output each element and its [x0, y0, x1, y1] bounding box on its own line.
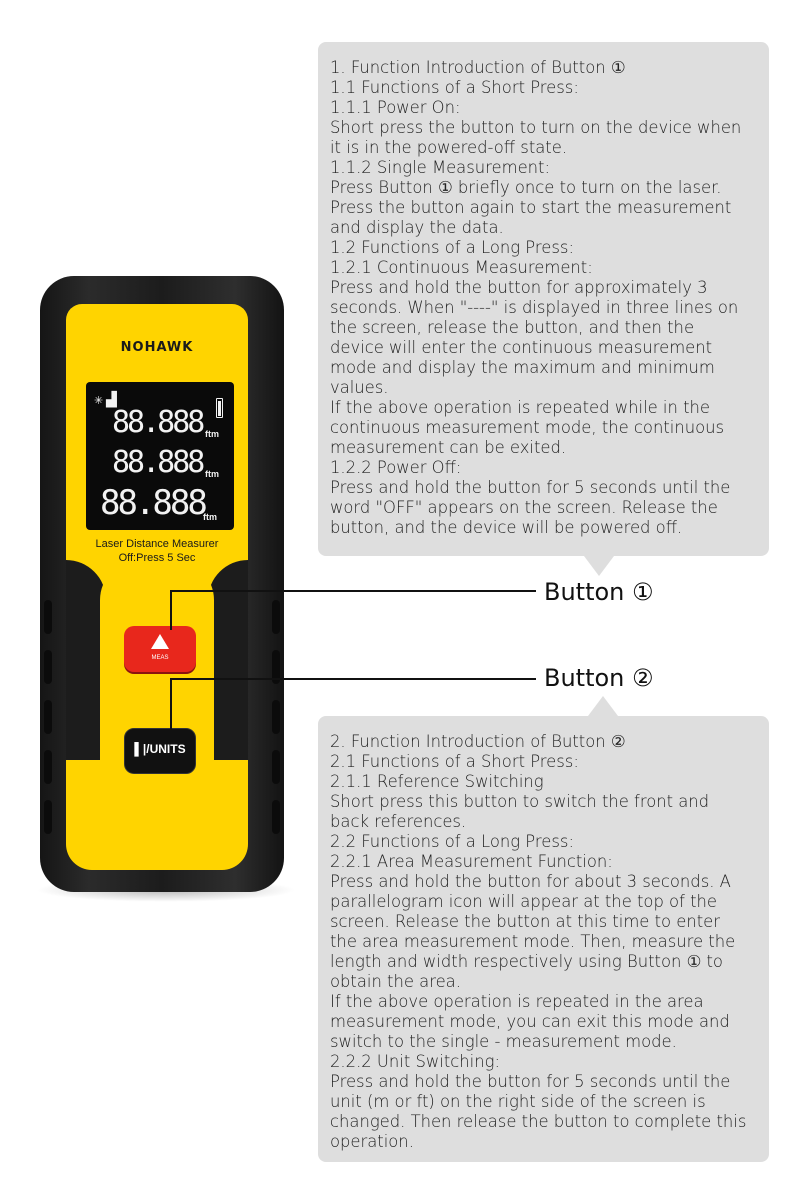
- grip-right-3: [272, 700, 280, 734]
- callout-line-2-horizontal: [170, 678, 536, 680]
- callout-line-2-vertical: [170, 678, 172, 740]
- panel2-line: Press and hold the button for 5 seconds until the: [330, 1072, 731, 1091]
- grip-right-4: [272, 750, 280, 784]
- grip-left-4: [44, 750, 52, 784]
- panel2-line: 2.2 Functions of a Long Press:: [330, 832, 574, 851]
- device-label-line-1: Laser Distance Measurer: [95, 538, 219, 550]
- panel2-line: operation.: [330, 1132, 414, 1151]
- callout-line-1-vertical: [170, 590, 172, 630]
- panel1-line: the screen, release the button, and then the: [330, 318, 695, 337]
- display-line-1: 88.888: [112, 405, 203, 440]
- panel2-line: back references.: [330, 812, 467, 831]
- callout-line-1-horizontal: [170, 590, 536, 592]
- grip-right-1: [272, 600, 280, 634]
- panel1-line: device will enter the continuous measurement: [330, 338, 713, 357]
- battery-icon: [216, 398, 223, 418]
- panel1-line: 1.1.1 Power On:: [330, 98, 461, 117]
- laser-icon: ✳: [94, 394, 104, 407]
- button-2-info-panel: [318, 716, 769, 1162]
- panel2-line: If the above operation is repeated in the area: [330, 992, 704, 1011]
- panel1-line: Press Button ① briefly once to turn on the laser.: [330, 178, 722, 197]
- panel1-line: 1.2 Functions of a Long Press:: [330, 238, 574, 257]
- panel1-line: 1.2.1 Continuous Measurement:: [330, 258, 593, 277]
- panel1-line: button, and the device will be powered off.: [330, 518, 683, 537]
- display-unit-2: ftm: [205, 469, 219, 479]
- panel2-line: obtain the area.: [330, 972, 461, 991]
- panel-2-pointer: [588, 696, 618, 716]
- display-line-3: 88.888: [100, 483, 205, 523]
- display-unit-3: ftm: [203, 512, 217, 522]
- panel2-line: Press and hold the button for about 3 seconds. A: [330, 872, 731, 891]
- panel1-line: measurement can be exited.: [330, 438, 567, 457]
- button-2-callout: Button ②: [544, 664, 654, 692]
- display-line-2: 88.888: [112, 445, 203, 480]
- panel1-line: If the above operation is repeated while in the: [330, 398, 710, 417]
- panel1-line: values.: [330, 378, 389, 397]
- panel1-line: Press the button again to start the measurement: [330, 198, 732, 217]
- reference-icon: ▟: [106, 392, 117, 408]
- grip-left-3: [44, 700, 52, 734]
- grip-left-5: [44, 800, 52, 834]
- panel2-line: unit (m or ft) on the right side of the screen is: [330, 1092, 706, 1111]
- panel2-line: switch to the single - measurement mode.: [330, 1032, 677, 1051]
- meas-button-label: MEAS: [151, 655, 169, 661]
- brand-logo: NOHAWK: [120, 340, 194, 355]
- panel2-line: length and width respectively using Button ① to: [330, 952, 723, 971]
- panel2-line: changed. Then release the button to complete this: [330, 1112, 747, 1131]
- panel1-line: 1.1.2 Single Measurement:: [330, 158, 550, 177]
- panel1-line: Press and hold the button for 5 seconds until the: [330, 478, 731, 497]
- panel2-line: 2.2.2 Unit Switching:: [330, 1052, 500, 1071]
- button-1-callout: Button ①: [544, 578, 654, 606]
- panel2-line: 2.1.1 Reference Switching: [330, 772, 544, 791]
- panel-1-pointer: [584, 556, 614, 576]
- grip-right-5: [272, 800, 280, 834]
- display-unit-1: ftm: [205, 429, 219, 439]
- panel1-line: seconds. When "----" is displayed in three lines on: [330, 298, 739, 317]
- grip-left-1: [44, 600, 52, 634]
- button-1-info-panel: [318, 42, 769, 556]
- panel1-line: Short press the button to turn on the device when: [330, 118, 742, 137]
- panel1-line: Press and hold the button for approximately 3: [330, 278, 708, 297]
- panel2-line: parallelogram icon will appear at the top of the: [330, 892, 717, 911]
- device-label-line-2: Off:Press 5 Sec: [118, 552, 196, 564]
- meas-button[interactable]: [124, 626, 196, 672]
- grip-left-2: [44, 650, 52, 684]
- units-button-label: ▌|/UNITS: [134, 742, 186, 756]
- panel1-line: 1.2.2 Power Off:: [330, 458, 462, 477]
- panel2-line: the area measurement mode. Then, measure the: [330, 932, 736, 951]
- panel2-line: 2.2.1 Area Measurement Function:: [330, 852, 613, 871]
- panel2-line: Short press this button to switch the front and: [330, 792, 710, 811]
- panel1-line: continuous measurement mode, the continuous: [330, 418, 725, 437]
- faceplate-lower: [100, 560, 214, 870]
- panel1-line: it is in the powered-off state.: [330, 138, 568, 157]
- laser-warning-icon: [151, 634, 169, 649]
- panel2-line: screen. Release the button at this time to enter: [330, 912, 720, 931]
- panel1-line: 1. Function Introduction of Button ①: [330, 58, 626, 77]
- panel1-line: mode and display the maximum and minimum: [330, 358, 715, 377]
- panel2-line: 2.1 Functions of a Short Press:: [330, 752, 579, 771]
- panel2-line: measurement mode, you can exit this mode and: [330, 1012, 730, 1031]
- panel1-line: word "OFF" appears on the screen. Release the: [330, 498, 718, 517]
- panel2-line: 2. Function Introduction of Button ②: [330, 732, 626, 751]
- panel1-line: 1.1 Functions of a Short Press:: [330, 78, 579, 97]
- panel1-line: and display the data.: [330, 218, 504, 237]
